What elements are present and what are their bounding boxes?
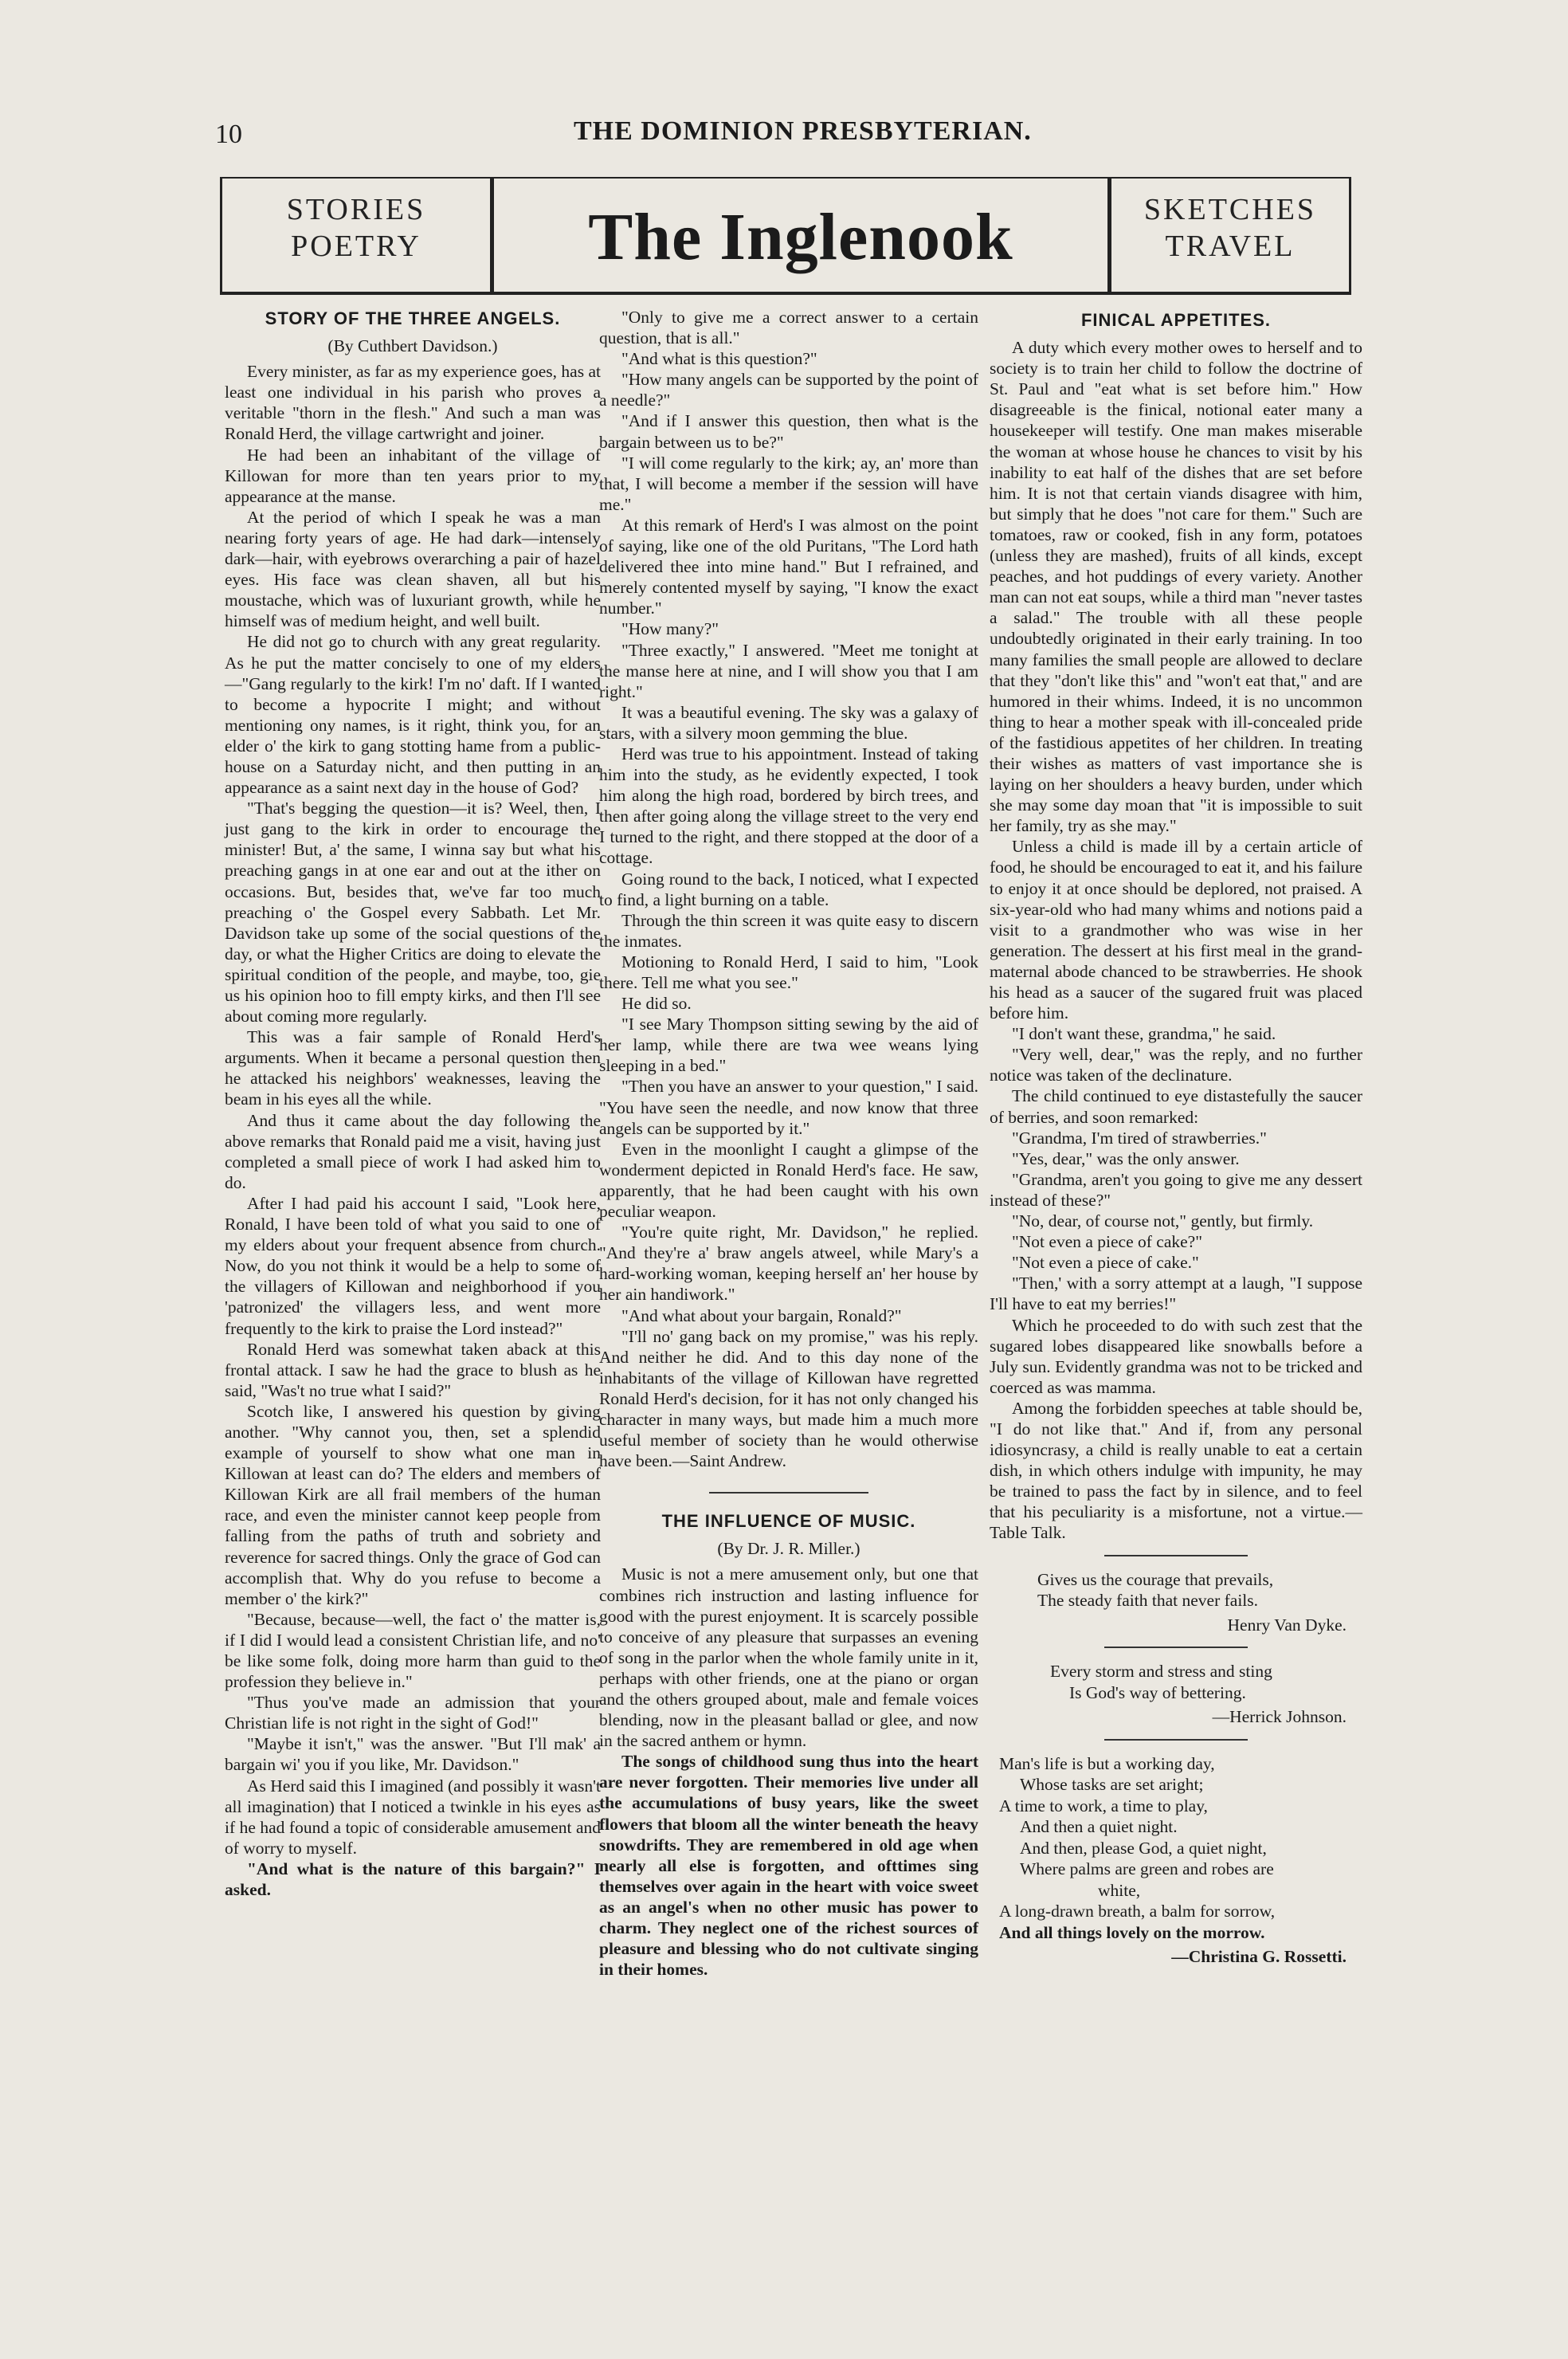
paragraph: "No, dear, of course not," gently, but firmly.: [1012, 1211, 1314, 1231]
paragraph: It was a beautiful evening. The sky was a galaxy of stars, with a silvery moon gemming the blue.: [599, 702, 978, 743]
paragraph: Herd was true to his appointment. Instead of taking him into the study, as he evidently expected, I took him along the high road, bordered by birch trees, and then after going along the village street to the very end I turned to the right, and there stopped at the door of a cottage.: [599, 744, 978, 868]
poem-johnson: [990, 1661, 1362, 1728]
paragraph: "I see Mary Thompson sitting sewing by the aid of her lamp, while there are twa wee weans lying sleeping in a bed.": [599, 1015, 978, 1076]
paragraph: "And if I answer this question, then what is the bargain between us to be?": [599, 411, 978, 452]
poem-attribution: —Christina G. Rossetti.: [1171, 1947, 1347, 1967]
paragraph: At the period of which I speak he was a man nearing forty years of age. He had dark—intensely dark—hair, with eyebrows overarching a pair of hazel eyes. His face was clean shaven, all but his moustache, which was of luxuriant growth, while he himself was of medium height, and well built.: [225, 507, 601, 631]
story-title: STORY OF THE THREE ANGELS.: [265, 308, 561, 328]
paragraph: "And what is the nature of this bargain?" I asked.: [225, 1859, 601, 1900]
banner-right-box: [1107, 177, 1351, 295]
column-2: [599, 307, 978, 1980]
paragraph: "I will come regularly to the kirk; ay, an' more than that, I will become a member if the session will have me.": [599, 453, 978, 514]
story-byline: (By Cuthbert Davidson.): [327, 336, 498, 356]
paragraph: "Maybe it isn't," was the answer. "But I'll mak' a bargain wi' you if you like, Mr. Davidson.": [225, 1734, 601, 1775]
paragraph: "Three exactly," I answered. "Meet me tonight at the manse here at nine, and I will show you that I am right.": [599, 640, 978, 701]
paragraph: "And what is this question?": [621, 349, 817, 369]
poem-line: And then, please God, a quiet night,: [1020, 1838, 1267, 1858]
poem-line: And then a quiet night.: [1020, 1817, 1178, 1837]
paragraph: After I had paid his account I said, "Look here, Ronald, I have been told of what you said to one of my elders about your frequent absence from church. Now, do you not think it would be a help to some of the villagers of Killowan and neighborhood if you 'patronized' the villagers less, and went more frequently to the kirk to praise the Lord instead?": [225, 1193, 601, 1338]
paragraph: "I don't want these, grandma," he said.: [1012, 1024, 1276, 1044]
page-number: 10: [215, 120, 242, 149]
paragraph: Which he proceeded to do with such zest that the sugared lobes disappeared like snowballs before a July sun. Evidently grandma was not to be tricked and coerced as was mamma.: [990, 1315, 1362, 1397]
paragraph: "Not even a piece of cake.": [1012, 1253, 1199, 1273]
poem-rossetti: [990, 1753, 1362, 1968]
poem-divider: [1104, 1555, 1248, 1556]
paragraph: Unless a child is made ill by a certain article of food, he should be encouraged to eat it, and his failure to enjoy it at once should be deplored, not praised. A six-year-old who had many whims and notions paid a visit to a grandmother who was wise in her generation. The dessert at his first meal in the grand-maternal abode chanced to be strawberries. He shook his head as a saucer of the sugared fruit was placed before him.: [990, 837, 1362, 1023]
paragraph: "Not even a piece of cake?": [1012, 1232, 1202, 1252]
paragraph: Ronald Herd was somewhat taken aback at this frontal attack. I saw he had the grace to blush as he said, "Was't no true what I said?": [225, 1339, 601, 1400]
paragraph: "I'll no' gang back on my promise," was his reply. And neither he did. And to this day none of the inhabitants of the village of Killowan have regretted Ronald Herd's decision, for it has not only changed his character in many ways, but made him a much more useful member of society than he would otherwise have been.—Saint Andrew.: [599, 1326, 978, 1471]
poem-attribution: Henry Van Dyke.: [1227, 1615, 1347, 1635]
column-3: [990, 307, 1362, 1974]
paragraph: "Grandma, aren't you going to give me any dessert instead of these?": [990, 1169, 1362, 1210]
poem-line: Whose tasks are set aright;: [1020, 1775, 1204, 1795]
poem-line: A long-drawn breath, a balm for sorrow,: [999, 1902, 1276, 1921]
article-divider: [709, 1492, 868, 1494]
paragraph: "Then,' with a sorry attempt at a laugh, "I suppose I'll have to eat my berries!": [990, 1274, 1362, 1314]
paragraph: "And what about your bargain, Ronald?": [621, 1305, 902, 1325]
paragraph: "Because, because—well, the fact o' the matter is, if I did I would lead a consistent Christian life, and no' be like some folk, doing more harm than guid to the profession they believe in.": [225, 1609, 601, 1692]
poem-line: white,: [1098, 1880, 1141, 1900]
paragraph: "Very well, dear," was the reply, and no further notice was taken of the declinature.: [990, 1045, 1362, 1085]
paragraph: Going round to the back, I noticed, what I expected to find, a light burning on a table.: [599, 869, 978, 909]
poem-line: Is God's way of bettering.: [1069, 1682, 1246, 1702]
paragraph: And thus it came about the day following the above remarks that Ronald paid me a visit, having just completed a small piece of work I had asked him to do.: [225, 1110, 601, 1192]
paragraph: The songs of childhood sung thus into the heart are never forgotten. Their memories live under all the accumulations of busy years, like the sweet flowers that bloom all the winter beneath the heavy snowdrifts. They are remembered in old age when nearly all else is forgotten, and ofttimes sing themselves over again in the heart with voice sweet as an angel's when no other music has power to charm. They neglect one of the richest sources of pleasure and blessing who do not cultivate singing in their homes.: [599, 1752, 978, 1980]
paragraph: This was a fair sample of Ronald Herd's arguments. When it became a personal question then he attacked his neighbors' weaknesses, leaving the beam in his eyes all the while.: [225, 1027, 601, 1109]
poem-attribution: —Herrick Johnson.: [1212, 1707, 1347, 1727]
poem-line: A time to work, a time to play,: [999, 1796, 1208, 1815]
banner-left-box: [220, 177, 494, 295]
poem-line: Gives us the courage that prevails,: [1037, 1569, 1274, 1589]
paragraph: "Yes, dear," was the only answer.: [1012, 1148, 1240, 1168]
paragraph: "Thus you've made an admission that your Christian life is not right in the sight of God!": [225, 1693, 601, 1733]
paragraph: Even in the moonlight I caught a glimpse of the wonderment depicted in Ronald Herd's face. He saw, apparently, that he had been caught with his own peculiar weapon.: [599, 1139, 978, 1222]
poem-van-dyke: [990, 1569, 1362, 1636]
poem-divider: [1104, 1739, 1248, 1741]
section-title: The Inglenook: [494, 177, 1107, 295]
banner-poetry: POETRY: [291, 230, 421, 263]
paragraph: Scotch like, I answered his question by giving another. "Why cannot you, then, set a splendid example of yourself to show what one man in Killowan at least can do? The elders and members of Killowan Kirk are all frail members of the human race, and even the minister cannot keep people from falling from the paths of truth and sobriety and reverence for sacred things. Only the grace of God can accomplish that. Why do you refuse to become a member o' the kirk?": [225, 1401, 601, 1608]
paragraph: At this remark of Herd's I was almost on the point of saying, like one of the old Puritans, "The Lord hath delivered thee into mine hand." But I refrained, and merely contented myself by saying, "I know the exact number.": [599, 515, 978, 618]
banner-sketches: SKETCHES: [1143, 193, 1317, 226]
paragraph: He did so.: [621, 994, 692, 1014]
poem-line: Where palms are green and robes are: [1020, 1859, 1274, 1879]
poem-line: Every storm and stress and sting: [1050, 1662, 1272, 1682]
paragraph: "How many angels can be supported by the point of a needle?": [599, 370, 978, 410]
poem-line: Man's life is but a working day,: [999, 1753, 1215, 1773]
paragraph: The child continued to eye distastefully the saucer of berries, and soon remarked:: [990, 1086, 1362, 1127]
column-1: [225, 307, 601, 1900]
paragraph: "That's begging the question—it is? Weel, then, I just gang to the kirk in order to encourage the minister! But, a' the same, I winna say but what his preaching gangs in at one ear and out at the ither on occasions. But, besides that, we've far too much preaching o' the Gospel every Sabbath. Let Mr. Davidson take up some of the social questions of the day, or what the Higher Critics are doing to elevate the spiritual condition of the people, and maybe, too, gie us his opinion hoo to fill empty kirks, and then I'll see about coming more regularly.: [225, 799, 601, 1026]
journal-title: THE DOMINION PRESBYTERIAN.: [574, 116, 1032, 146]
paragraph: "Only to give me a correct answer to a certain question, that is all.": [599, 308, 978, 348]
paragraph: Every minister, as far as my experience goes, has at least one individual in his parish who proves a veritable "thorn in the flesh." And such a man was Ronald Herd, the village cartwright and joiner.: [225, 362, 601, 444]
paragraph: He did not go to church with any great regularity. As he put the matter concisely to one of my elders—"Gang regularly to the kirk! I'm no' daft. If I wanted to become a hypocrite I might; and without mentioning ony names, is it right, think you, for an elder o' the kirk to gang stotting hame from a public-house on a Saturday nicht, and then putting in an appearance as a saint next day in the house of God?: [225, 632, 601, 798]
paragraph: "Grandma, I'm tired of strawberries.": [1012, 1128, 1267, 1148]
paragraph: Through the thin screen it was quite easy to discern the inmates.: [599, 910, 978, 951]
paragraph: Among the forbidden speeches at table should be, "I do not like that." And if, from any personal idiosyncrasy, a child is really unable to eat a certain dish, in which others indulge with impunity, he may be trained to pass the fact by in silence, and to feel that his peculiarity is a misfortune, not a virtue.—Table Talk.: [990, 1398, 1362, 1543]
paragraph: As Herd said this I imagined (and possibly it wasn't all imagination) that I noticed a twinkle in his eyes as if he had found a topic of considerable amusement and of worry to myself.: [225, 1776, 601, 1858]
paragraph: He had been an inhabitant of the village of Killowan for more than ten years prior to my appearance at the manse.: [225, 445, 601, 506]
poem-line: The steady faith that never fails.: [1037, 1591, 1259, 1611]
paragraph: Motioning to Ronald Herd, I said to him, "Look there. Tell me what you see.": [599, 952, 978, 992]
paragraph: "Then you have an answer to your question," I said. "You have seen the needle, and now know that three angels can be supported by it.": [599, 1077, 978, 1138]
paragraph: Music is not a mere amusement only, but one that combines rich instruction and lasting influence for good with the purest enjoyment. It is scarcely possible to conceive of any pleasure that surpasses an evening of song in the parlor when the whole family unite in it, perhaps with other friends, one at the piano or organ and the others grouped about, male and female voices blending, now in the pleasant ballad or glee, and now in the sacred anthem or hymn.: [599, 1564, 978, 1751]
finical-title: FINICAL APPETITES.: [1080, 310, 1272, 330]
banner-stories: STORIES: [286, 193, 426, 226]
poem-divider: [1104, 1647, 1248, 1648]
paragraph: A duty which every mother owes to herself and to society is to train her child to follow the doctrine of St. Paul and "eat what is set before him." How disagreeable is the finical, notional eater many a housekeeper will testify. One man makes miserable the woman at whose house he chances to visit by his inability to eat half of the dishes that are set before him. It is not that certain viands disagree with him, but simply that he does "not care for them." Such are tomatoes, raw or cooked, fish in any form, potatoes (unless they are mashed), fruits of all kinds, except peaches, and hot puddings of every variety. Another man can not eat soups, while a third man "never tastes a salad." The trouble with all these people undoubtedly originated in their early training. In too many families the small people are allowed to declare that they "don't like this" and "won't eat that," and are humored in their whims. Indeed, it is no uncommon thing to hear a mother speak with ill-concealed pride of the fastidious appetites of her children. In treating their wishes as matters of vast importance she is laying on her shoulders a heavy burden, under which she may some day moan that "it is impossible to suit her family, try as she may.": [990, 338, 1362, 836]
banner-travel: TRAVEL: [1165, 230, 1296, 263]
paragraph: "How many?": [621, 619, 719, 639]
paragraph: "You're quite right, Mr. Davidson," he replied. "And they're a' braw angels atweel, while Mary's a hard-working woman, keeping herself an' her house by her ain handiwork.": [599, 1223, 978, 1305]
music-byline: (By Dr. J. R. Miller.): [717, 1539, 860, 1559]
music-title: THE INFLUENCE OF MUSIC.: [661, 1511, 916, 1532]
poem-line: And all things lovely on the morrow.: [999, 1922, 1265, 1942]
